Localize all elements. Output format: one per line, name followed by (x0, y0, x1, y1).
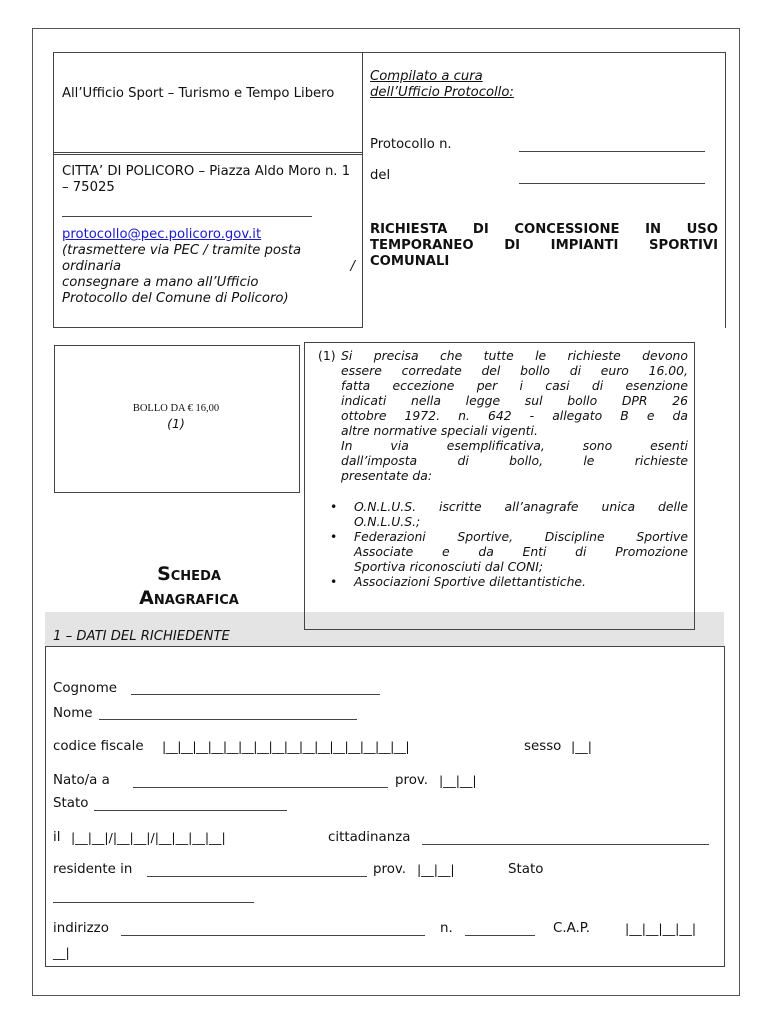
stamp-label: BOLLO DA € 16,00 (132, 403, 220, 414)
city-address-text: CITTA’ DI POLICORO – Piazza Aldo Moro n. 1 – 75025 (62, 164, 351, 195)
bullet-line: Associazioni Sportive dilettantistiche. (354, 574, 586, 589)
sesso-label: sesso (524, 739, 562, 754)
bullet-dot-icon: • (330, 574, 338, 589)
note-line: Si precisa che tutte le richieste devono (341, 348, 688, 363)
citizenship-label: cittadinanza (328, 830, 411, 845)
transmit-note-line (62, 259, 355, 275)
note-bullet-item (330, 574, 688, 589)
note-box-overlay (304, 612, 695, 630)
scheda-title-line: Anagrafica (139, 587, 239, 609)
date-label: del (370, 168, 391, 183)
nome-input[interactable] (99, 719, 357, 720)
pec-email-link[interactable]: protocollo@pec.policoro.gov.it (62, 227, 262, 242)
note-bullet-list (330, 499, 688, 589)
cap-boxes[interactable]: |__|__|__|__| (625, 921, 697, 936)
birth-date-label: il (53, 830, 61, 845)
street-number-input[interactable] (465, 935, 535, 936)
note-bullet-item (330, 529, 688, 574)
request-title-line: RICHIESTA DI CONCESSIONE IN USO (370, 222, 718, 237)
transmit-note-part: / (350, 259, 355, 274)
birth-prov-boxes[interactable]: |__|__| (439, 773, 477, 788)
birthplace-label: Nato/a a (53, 773, 110, 788)
cognome-label: Cognome (53, 681, 118, 696)
note-line: dall’imposta di bollo, le richieste (341, 453, 688, 468)
birth-date-boxes[interactable]: |__|__|/|__|__|/|__|__|__|__| (71, 830, 226, 845)
residence-state-input[interactable] (53, 902, 254, 903)
residence-label: residente in (53, 862, 133, 877)
transmit-note (62, 243, 355, 307)
cap-boxes-continued[interactable]: __| (53, 945, 70, 960)
bullet-dot-icon: • (330, 499, 338, 514)
request-title (370, 222, 718, 270)
transmit-note-line: (trasmettere via PEC / tramite posta (62, 243, 302, 258)
note-line: altre normative speciali vigenti. (341, 423, 538, 438)
header-right-top-border (361, 52, 726, 53)
note-line: fatta eccezione per i casi di esenzione (341, 378, 688, 393)
bullet-line: O.N.L.U.S. iscritte all’anagrafe unica delle (354, 499, 688, 514)
protocol-date-field[interactable] (519, 183, 705, 184)
office-to-text: All’Ufficio Sport – Turismo e Tempo Libero (62, 86, 335, 101)
sesso-box[interactable]: |__| (571, 739, 592, 754)
bullet-line: Sportiva riconosciuti dal CONI; (354, 559, 544, 574)
cognome-input[interactable] (131, 694, 380, 695)
scheda-title (54, 562, 324, 610)
birth-state-input[interactable] (94, 810, 287, 811)
note-bullet-item (330, 499, 688, 529)
residence-prov-boxes[interactable]: |__|__| (417, 862, 455, 877)
request-title-line: COMUNALI (370, 254, 450, 269)
bullet-line: Federazioni Sportive, Discipline Sportive (354, 529, 688, 544)
scheda-title-line: Scheda (157, 563, 221, 585)
transmit-note-part: ordinaria (62, 259, 122, 274)
note-line: indicati nella legge sul bollo DPR 26 (341, 393, 688, 408)
residence-prov-label: prov. (373, 862, 407, 877)
address-input[interactable] (121, 935, 425, 936)
pec-email-wrapper (62, 227, 261, 243)
address-label: indirizzo (53, 921, 109, 936)
transmit-note-line: consegnare a mano all’Ufficio (62, 275, 259, 290)
address-separator-line (62, 216, 312, 217)
protocol-number-field[interactable] (519, 151, 705, 152)
bullet-line: O.N.L.U.S.; (354, 514, 421, 529)
bullet-dot-icon: • (330, 529, 338, 544)
note-line: essere corredate del bollo di euro 16.00, (341, 363, 688, 378)
birth-state-label: Stato (53, 796, 89, 811)
stamp-ref: (1) (167, 416, 185, 431)
street-number-label: n. (440, 921, 453, 936)
protocol-label: Protocollo n. (370, 137, 452, 152)
cap-label: C.A.P. (553, 921, 591, 936)
note-line: presentate da: (341, 468, 433, 483)
header-left-top-box (53, 52, 363, 155)
residence-state-label: Stato (508, 862, 544, 877)
codice-fiscale-label: codice fiscale (53, 739, 144, 754)
section-title: 1 – DATI DEL RICHIEDENTE (53, 629, 230, 644)
note-line: In via esemplificativa, sono esenti (341, 438, 688, 453)
header-right-side-border (725, 52, 726, 328)
note-line: ottobre 1972. n. 642 - allegato B e da (341, 408, 688, 423)
compiled-by-line: dell’Ufficio Protocollo: (370, 85, 514, 100)
nome-label: Nome (53, 706, 93, 721)
compiled-by-text (370, 69, 514, 101)
transmit-note-line: Protocollo del Comune di Policoro) (62, 291, 289, 306)
request-title-line: TEMPORANEO DI IMPIANTI SPORTIVI (370, 238, 718, 253)
birthplace-input[interactable] (133, 787, 388, 788)
residence-input[interactable] (147, 876, 367, 877)
bullet-line: Associate e da Enti di Promozione (354, 544, 688, 559)
citizenship-input[interactable] (422, 844, 709, 845)
note-number: (1) (318, 348, 336, 363)
birth-prov-label: prov. (395, 773, 429, 788)
compiled-by-line: Compilato a cura (370, 69, 483, 84)
codice-fiscale-boxes[interactable]: |__|__|__|__|__|__|__|__|__|__|__|__|__|__|__|__| (162, 739, 410, 754)
note-body (341, 348, 688, 483)
